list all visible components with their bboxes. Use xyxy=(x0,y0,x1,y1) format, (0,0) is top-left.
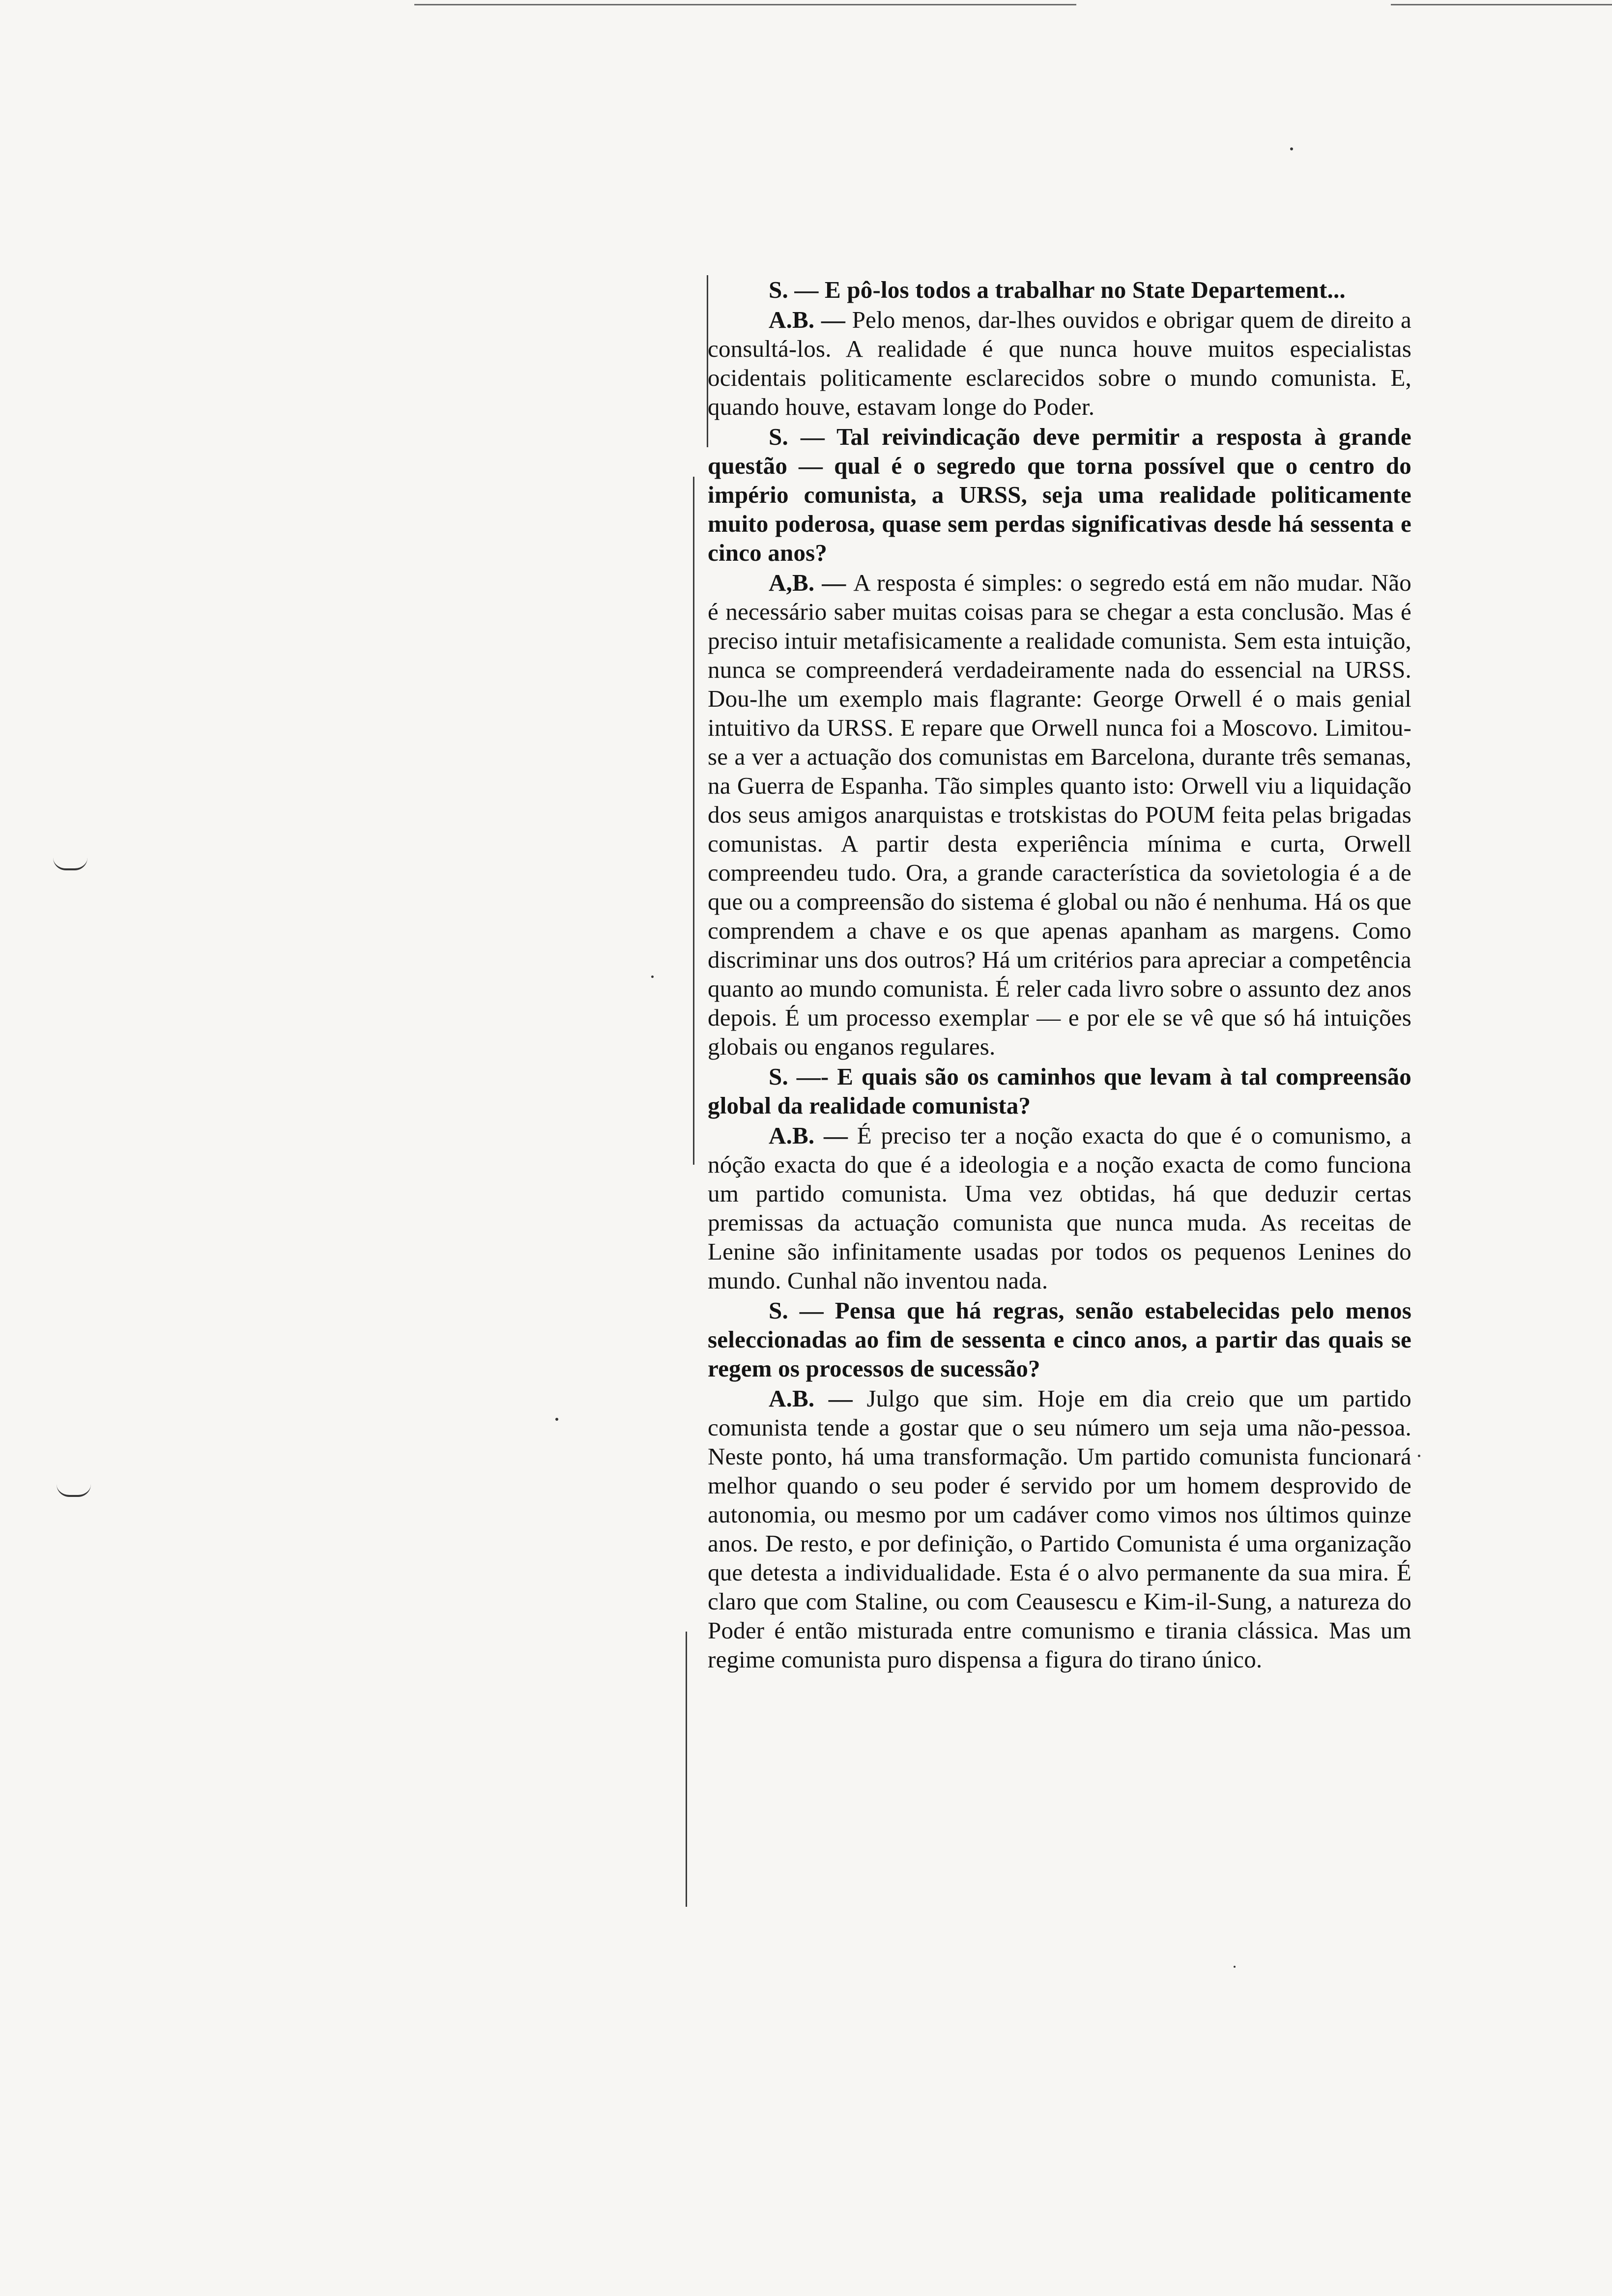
speaker-label: A.B. — xyxy=(769,1385,867,1412)
scan-edge-line xyxy=(414,4,1076,5)
speaker-label: S. —- xyxy=(769,1063,837,1090)
margin-mark xyxy=(53,858,87,870)
speaker-label: A.B. — xyxy=(769,1122,857,1149)
scan-speck xyxy=(1290,147,1293,150)
scan-speck xyxy=(555,1418,558,1421)
speaker-label: S. — xyxy=(769,423,837,450)
paragraph-text: A resposta é simples: o segredo está em não mudar. Não é necessário saber muitas coisas para se chegar a esta conclusão. Mas é preciso intuir metafisicamente a realidade comunista. Sem esta intuição, nunca se compreenderá verdadeiramente nada do essencial na URSS. Dou-lhe um exemplo mais flagrante: George Orwell é o mais genial intuitivo da URSS. E repare que Orwell nunca foi a Moscovo. Limitou-se a ver a actuação dos comunistas em Barcelona, durante três semanas, na Guerra de Espanha. Tão simples quanto isto: Orwell viu a liquidação dos seus amigos anarquistas e trotskistas do POUM feita pelas brigadas comunistas. A partir desta experiência mínima e curta, Orwell compreendeu tudo. Ora, a grande característica da sovietologia é a de que ou a compreensão do sistema é global ou não é nenhuma. Há os que comprendem a chave e os que apenas apanham as margens. Como discriminar uns dos outros? Há um critérios para apreciar a competência quanto ao mundo comunista. É reler cada livro sobre o assunto dez anos depois. É um processo exemplar — e por ele se vê que só há intuições globais ou enganos regulares. xyxy=(708,569,1411,1060)
speaker-label: A,B. — xyxy=(769,569,854,596)
paragraph-text: Pelo menos, dar-lhes ouvidos e obrigar quem de direito a consultá-los. A realidade é que nunca houve muitos especialistas ocidentais politicamente esclarecidos sobre o mundo comunista. E, quando houve, estavam longe do Poder. xyxy=(708,306,1411,420)
question-paragraph xyxy=(708,1062,1411,1120)
answer-paragraph xyxy=(708,1121,1411,1295)
answer-paragraph xyxy=(708,568,1411,1061)
question-paragraph xyxy=(708,422,1411,567)
paragraph-text: Pensa que há regras, senão estabelecidas pelo menos seleccionadas ao fim de sessenta e cinco anos, a partir das quais se regem os processos de sucessão? xyxy=(708,1297,1411,1382)
scan-speck xyxy=(651,976,654,978)
answer-paragraph xyxy=(708,1384,1411,1674)
margin-mark xyxy=(57,1484,91,1497)
question-paragraph xyxy=(708,275,1411,304)
speaker-label: A.B. — xyxy=(769,306,852,333)
paragraph-text: E quais são os caminhos que levam à tal compreensão global da realidade comunista? xyxy=(708,1063,1411,1119)
margin-rule xyxy=(693,477,694,1165)
paragraph-text: É preciso ter a noção exacta do que é o comunismo, a nóção exacta do que é a ideologia e a noção exacta de como funciona um partido comunista. Uma vez obtidas, há que deduzir certas premissas da actuação comunista que nunca muda. As receitas de Lenine são infinitamente usadas por todos os pequenos Lenines do mundo. Cunhal não inventou nada. xyxy=(708,1122,1411,1294)
paragraph-text: Tal reivindicação deve permitir a resposta à grande questão — qual é o segredo que torna possível que o centro do império comunista, a URSS, seja uma realidade politicamente muito poderosa, quase sem perdas significativas desde há sessenta e cinco anos? xyxy=(708,423,1411,566)
margin-rule xyxy=(686,1632,687,1907)
scan-speck xyxy=(1418,1455,1420,1457)
answer-paragraph xyxy=(708,305,1411,421)
question-paragraph xyxy=(708,1296,1411,1383)
interview-text-column xyxy=(708,275,1411,1675)
speaker-label: S. — xyxy=(769,276,825,303)
paragraph-text: E pô-los todos a trabalhar no State Departement... xyxy=(825,276,1346,303)
paragraph-text: Julgo que sim. Hoje em dia creio que um partido comunista tende a gostar que o seu número um seja uma não-pessoa. Neste ponto, há uma transformação. Um partido comunista funcionará melhor quando o seu poder é servido por um homem desprovido de autonomia, ou mesmo por um cadáver como vimos nos últimos quinze anos. De resto, e por definição, o Partido Comunista é uma organização que detesta a individualidade. Esta é o alvo permanente da sua mira. É claro que com Staline, ou com Ceausescu e Kim-il-Sung, a natureza do Poder é então misturada entre comunismo e tirania clássica. Mas um regime comunista puro dispensa a figura do tirano único. xyxy=(708,1385,1411,1673)
scan-edge-line xyxy=(1391,4,1612,5)
speaker-label: S. — xyxy=(769,1297,835,1324)
scan-speck xyxy=(1234,1966,1236,1968)
